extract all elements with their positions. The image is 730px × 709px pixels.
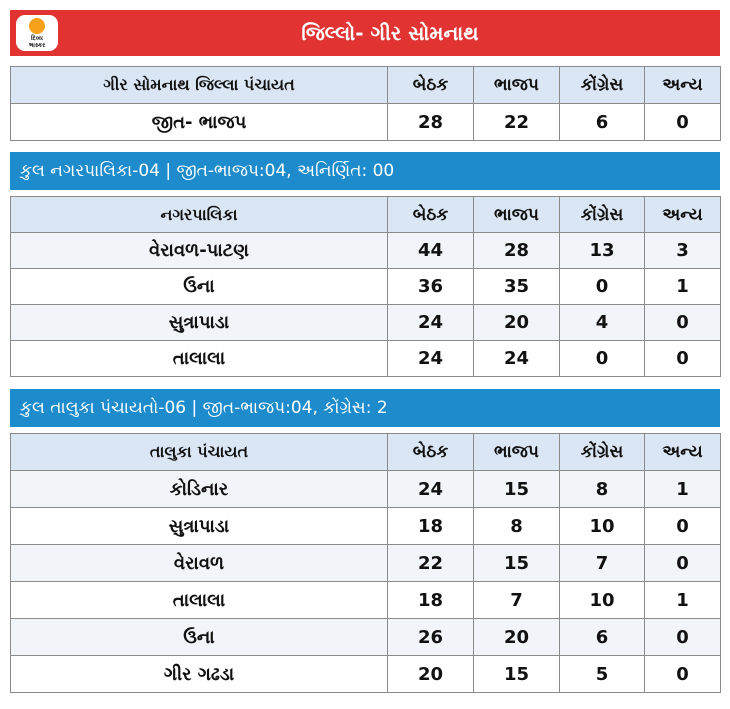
table-cell: 24 [388, 341, 474, 377]
table-cell: જીત- ભાજપ [11, 104, 388, 141]
table-cell: 44 [388, 233, 474, 269]
logo-line-2: ભાસ્કર [28, 42, 46, 49]
column-header: અન્ય [645, 434, 721, 471]
table-row [11, 545, 721, 582]
divya-bhaskar-logo [16, 15, 58, 51]
table-cell: 20 [388, 656, 474, 693]
table-cell: વેરાવળ-પાટણ [11, 233, 388, 269]
table-row [11, 508, 721, 545]
table-cell: 28 [474, 233, 560, 269]
column-header: કોંગ્રેસ [560, 197, 645, 233]
table-row [11, 305, 721, 341]
table-cell: 7 [474, 582, 560, 619]
table-cell: તાલાલા [11, 341, 388, 377]
table-cell: ઉના [11, 269, 388, 305]
page-title: જિલ્લો- ગીર સોમનાથ [301, 21, 479, 45]
table-cell: 0 [645, 341, 721, 377]
table-cell: તાલાલા [11, 582, 388, 619]
column-header: કોંગ્રેસ [560, 67, 645, 104]
title-bar [10, 10, 720, 56]
table-header-row [11, 434, 721, 471]
table-cell: 10 [560, 582, 645, 619]
table-cell: 35 [474, 269, 560, 305]
table-cell: 20 [474, 619, 560, 656]
table-cell: 24 [388, 471, 474, 508]
table-cell: 24 [388, 305, 474, 341]
table-cell: 0 [645, 508, 721, 545]
table-cell: 8 [560, 471, 645, 508]
table-cell: 18 [388, 508, 474, 545]
table-cell: 26 [388, 619, 474, 656]
municipality-summary-bar: કુલ નગરપાલિકા-04 | જીત-ભાજપ:04, અનિર્ણિત: 00 [10, 152, 720, 190]
table-cell: 10 [560, 508, 645, 545]
column-header: અન્ય [645, 197, 721, 233]
table-cell: 13 [560, 233, 645, 269]
table-cell: 5 [560, 656, 645, 693]
column-header: ગીર સોમનાથ જિલ્લા પંચાયત [11, 67, 388, 104]
table-cell: 3 [645, 233, 721, 269]
table-cell: 22 [474, 104, 560, 141]
table-cell: 15 [474, 656, 560, 693]
table-row [11, 104, 721, 141]
column-header: બેઠક [388, 197, 474, 233]
municipality-table [10, 196, 721, 377]
taluka-table [10, 433, 721, 693]
table-cell: 24 [474, 341, 560, 377]
sun-icon [29, 18, 45, 34]
table-cell: 6 [560, 619, 645, 656]
table-row [11, 471, 721, 508]
table-cell: 0 [645, 305, 721, 341]
logo-line-1: દિવ્ય [31, 35, 43, 42]
table-cell: ઉના [11, 619, 388, 656]
column-header: બેઠક [388, 434, 474, 471]
table-cell: 22 [388, 545, 474, 582]
table-cell: 0 [560, 269, 645, 305]
table-row [11, 582, 721, 619]
table-cell: ગીર ગઢડા [11, 656, 388, 693]
table-row [11, 619, 721, 656]
table-cell: 15 [474, 545, 560, 582]
table-cell: 4 [560, 305, 645, 341]
table-cell: 0 [645, 545, 721, 582]
table-cell: 0 [645, 656, 721, 693]
table-row [11, 656, 721, 693]
table-cell: 0 [645, 104, 721, 141]
table-cell: કોડિનાર [11, 471, 388, 508]
table-cell: 0 [645, 619, 721, 656]
table-cell: 20 [474, 305, 560, 341]
table-cell: 1 [645, 471, 721, 508]
table-cell: 36 [388, 269, 474, 305]
table-row [11, 269, 721, 305]
table-cell: સુત્રાપાડા [11, 305, 388, 341]
column-header: બેઠક [388, 67, 474, 104]
table-cell: 8 [474, 508, 560, 545]
table-cell: 6 [560, 104, 645, 141]
column-header: નગરપાલિકા [11, 197, 388, 233]
table-header-row [11, 67, 721, 104]
table-cell: 7 [560, 545, 645, 582]
table-cell: સુત્રાપાડા [11, 508, 388, 545]
column-header: અન્ય [645, 67, 721, 104]
column-header: કોંગ્રેસ [560, 434, 645, 471]
district-table [10, 66, 721, 141]
table-cell: 18 [388, 582, 474, 619]
table-row [11, 341, 721, 377]
table-cell: 1 [645, 582, 721, 619]
table-header-row [11, 197, 721, 233]
taluka-summary-bar: કુલ તાલુકા પંચાયતો-06 | જીત-ભાજપ:04, કોંગ્રેસ: 2 [10, 389, 720, 427]
column-header: ભાજપ [474, 434, 560, 471]
column-header: ભાજપ [474, 67, 560, 104]
table-cell: 15 [474, 471, 560, 508]
table-cell: 28 [388, 104, 474, 141]
table-cell: 0 [560, 341, 645, 377]
table-cell: વેરાવળ [11, 545, 388, 582]
column-header: ભાજપ [474, 197, 560, 233]
table-row [11, 233, 721, 269]
column-header: તાલુકા પંચાયત [11, 434, 388, 471]
table-cell: 1 [645, 269, 721, 305]
